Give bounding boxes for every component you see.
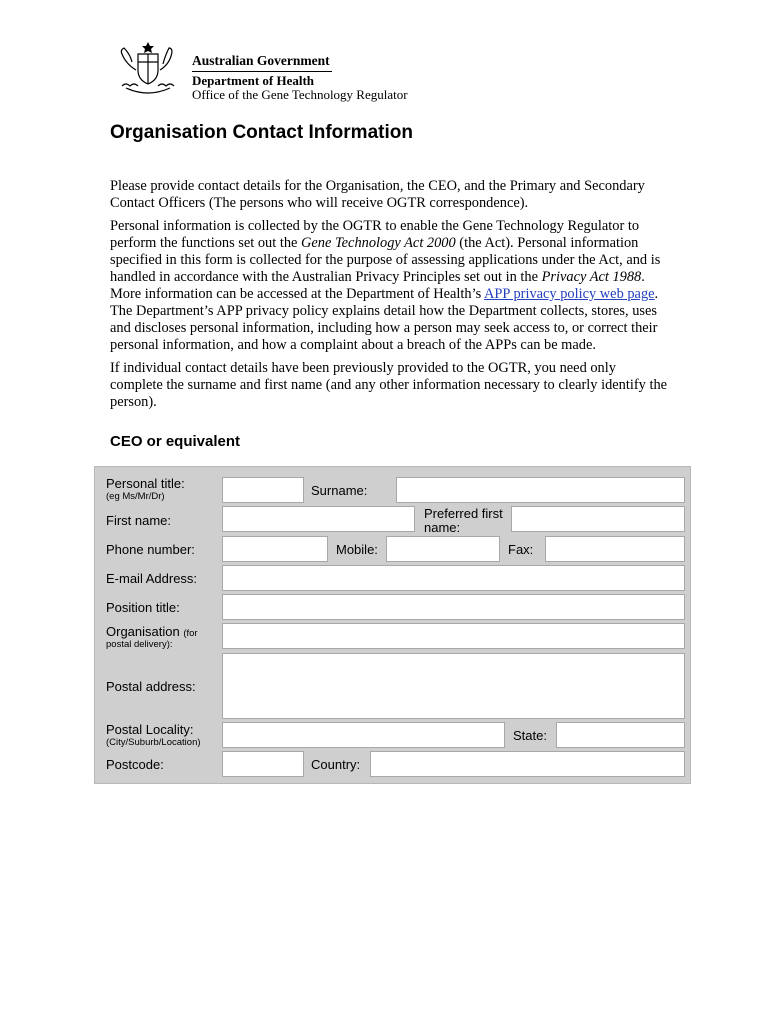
header-divider bbox=[192, 71, 332, 72]
country-input[interactable] bbox=[370, 751, 685, 777]
preferred-first-name-label: Preferred first name: bbox=[424, 506, 503, 535]
postal-locality-hint: (City/Suburb/Location) bbox=[106, 737, 201, 748]
phone-number-input[interactable] bbox=[222, 536, 328, 562]
letterhead bbox=[108, 40, 528, 110]
organisation-hint: postal delivery): bbox=[106, 639, 173, 650]
postal-locality-input[interactable] bbox=[222, 722, 505, 748]
intro-paragraph-3: If individual contact details have been previously provided to the OGTR, you need only complete the surname and first name (and any other information necessary to clearly identify the person). bbox=[110, 360, 668, 410]
intro-text bbox=[110, 178, 670, 417]
personal-title-label-text: Personal title: bbox=[106, 476, 185, 491]
coat-of-arms-logo bbox=[108, 40, 188, 100]
first-name-label: First name: bbox=[106, 513, 172, 528]
ceo-contact-form bbox=[94, 466, 691, 784]
postal-address-input[interactable] bbox=[222, 653, 685, 719]
organisation-label-text: Organisation bbox=[106, 624, 180, 639]
mobile-label: Mobile: bbox=[336, 542, 378, 557]
department-name: Department of Health bbox=[192, 73, 315, 88]
intro-paragraph-1: Please provide contact details for the Organisation, the CEO, and the Primary and Secondary Contact Officers (The persons who will receive OGTR correspondence). bbox=[110, 178, 645, 211]
email-label: E-mail Address: bbox=[106, 571, 198, 586]
organisation-label bbox=[106, 625, 198, 650]
postcode-label: Postcode: bbox=[106, 757, 164, 772]
postcode-input[interactable] bbox=[222, 751, 304, 777]
position-title-input[interactable] bbox=[222, 594, 685, 620]
page-title: Organisation Contact Information bbox=[110, 122, 413, 143]
personal-title-label bbox=[106, 477, 185, 502]
office-name: Office of the Gene Technology Regulator bbox=[192, 87, 408, 102]
intro-paragraph-2 bbox=[110, 218, 670, 354]
postal-locality-label bbox=[106, 723, 201, 748]
country-label: Country: bbox=[311, 757, 361, 772]
intro-p2-text-b: (the Act). Personal information specified in this form is collected for the purpose of assessing applications under the Act, and is handled in accordance with the Australian Privacy Principles set out in the bbox=[110, 235, 661, 285]
preferred-first-name-input[interactable] bbox=[511, 506, 685, 532]
gene-technology-act-ref: Gene Technology Act 2000 bbox=[301, 235, 456, 251]
personal-title-input[interactable] bbox=[222, 477, 304, 503]
phone-number-label: Phone number: bbox=[106, 542, 195, 557]
surname-input[interactable] bbox=[396, 477, 685, 503]
position-title-label: Position title: bbox=[106, 600, 180, 615]
postal-locality-label-text: Postal Locality: bbox=[106, 722, 194, 737]
intro-p2-text-c: . More information can be accessed at the Department of Health’s bbox=[110, 269, 645, 302]
fax-input[interactable] bbox=[545, 536, 685, 562]
postal-address-label: Postal address: bbox=[106, 679, 196, 694]
personal-title-hint: (eg Ms/Mr/Dr) bbox=[106, 491, 165, 502]
section-title-ceo: CEO or equivalent bbox=[110, 433, 241, 450]
intro-p2-text-d: . The Department’s APP privacy policy explains detail how the Department collects, stores, uses and discloses personal information, including how a person may seek access to, or correct their personal information, and how a complaint about a breach of the APPs can be made. bbox=[110, 286, 659, 353]
organisation-input[interactable] bbox=[222, 623, 685, 649]
app-privacy-policy-link[interactable]: APP privacy policy web page bbox=[484, 286, 655, 302]
government-name: Australian Government bbox=[192, 53, 330, 68]
intro-p2-text-a: Personal information is collected by the OGTR to enable the Gene Technology Regulator to perform the functions set out the bbox=[110, 218, 640, 251]
fax-label: Fax: bbox=[508, 542, 534, 557]
state-label: State: bbox=[513, 728, 547, 743]
mobile-input[interactable] bbox=[386, 536, 500, 562]
first-name-input[interactable] bbox=[222, 506, 415, 532]
state-input[interactable] bbox=[556, 722, 685, 748]
surname-label: Surname: bbox=[311, 483, 368, 498]
email-input[interactable] bbox=[222, 565, 685, 591]
privacy-act-ref: Privacy Act 1988 bbox=[541, 269, 642, 285]
organisation-for-text: (for bbox=[183, 628, 198, 639]
